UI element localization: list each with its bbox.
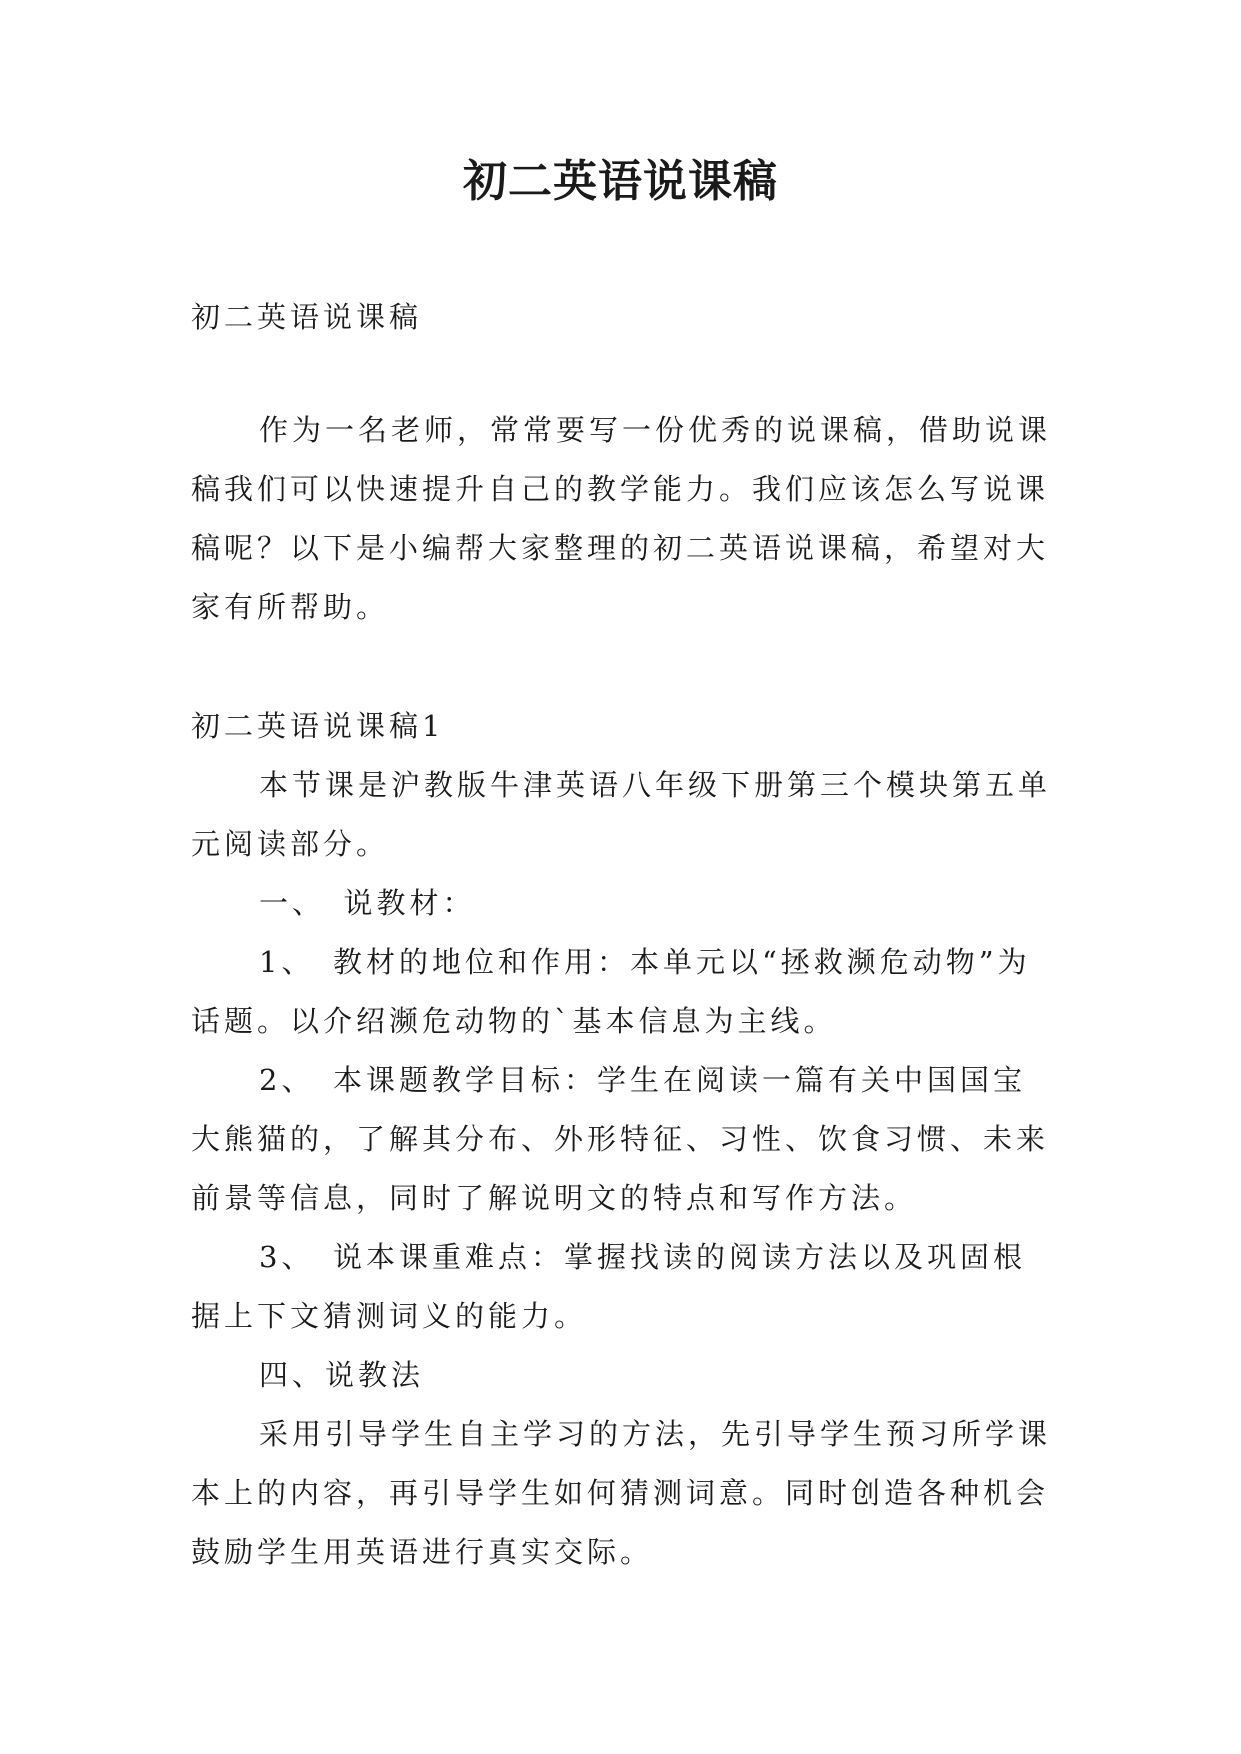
paragraph-key-points: 3、 说本课重难点：掌握找读的阅读方法以及巩固根据上下文猜测词义的能力。 — [191, 1240, 1026, 1333]
paragraph-teaching-method: 采用引导学生自主学习的方法，先引导学生预习所学课本上的内容，再引导学生如何猜测词意。同时创造各种机会鼓励学生用英语进行真实交际。 — [191, 1417, 1052, 1569]
paragraph-teaching-goals: 2、 本课题教学目标：学生在阅读一篇有关中国国宝大熊猫的，了解其分布、外形特征、习性、饮食习惯、未来前景等信息，同时了解说明文的特点和写作方法。 — [191, 1063, 1050, 1215]
section-heading: 初二英语说课稿1 — [191, 709, 445, 743]
heading-teaching-method: 四、说教法 — [259, 1358, 425, 1392]
document-title: 初二英语说课稿 — [463, 156, 778, 207]
document-subtitle: 初二英语说课稿 — [191, 300, 423, 334]
paragraph-course-intro: 本节课是沪教版牛津英语八年级下册第三个模块第五单元阅读部分。 — [191, 768, 1052, 861]
heading-textbook: 一、 说教材： — [259, 886, 476, 920]
intro-paragraph: 作为一名老师，常常要写一份优秀的说课稿，借助说课稿我们可以快速提升自己的教学能力。我们应该怎么写说课稿呢？以下是小编帮大家整理的初二英语说课稿，希望对大家有所帮助。 — [191, 413, 1052, 624]
section-body — [191, 756, 1053, 1582]
paragraph-textbook-role: 1、 教材的地位和作用：本单元以“拯救濒危动物”为话题。以介绍濒危动物的`基本信息为主线。 — [191, 945, 1031, 1038]
